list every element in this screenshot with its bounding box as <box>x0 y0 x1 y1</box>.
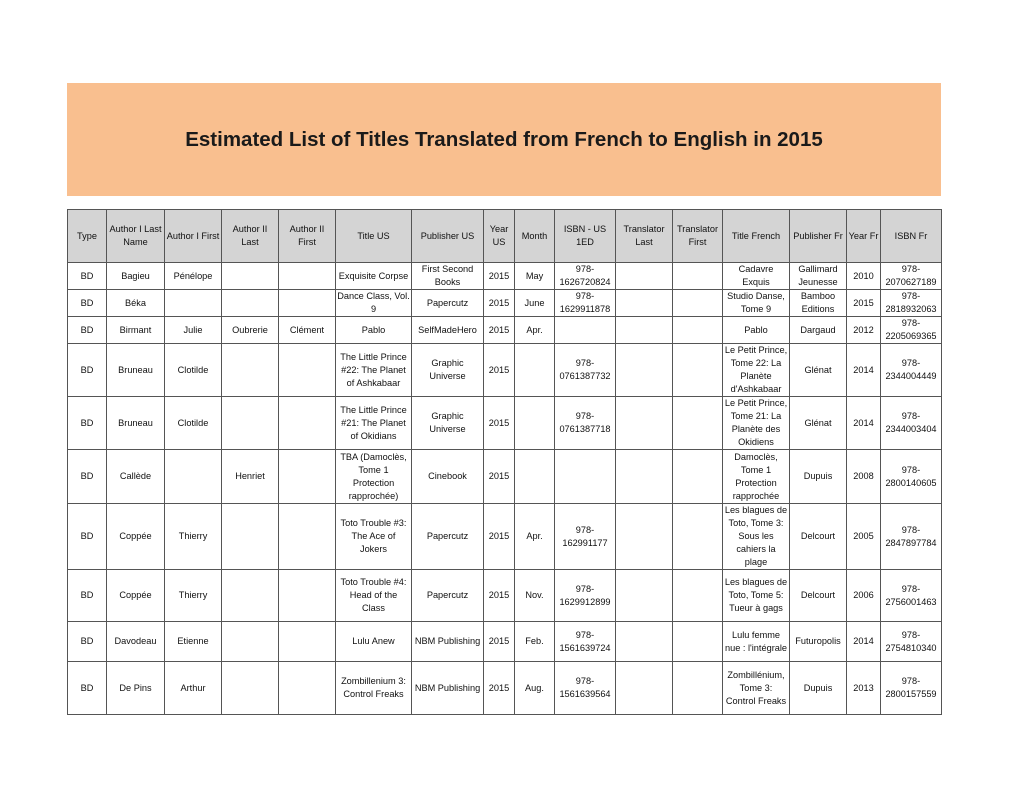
table-cell: 2014 <box>847 397 881 450</box>
table-cell <box>616 344 673 397</box>
table-row <box>68 450 942 504</box>
table-cell <box>673 450 723 504</box>
table-row <box>68 622 942 662</box>
table-cell: Coppée <box>107 570 165 622</box>
table-cell: Cinebook <box>412 450 484 504</box>
table-cell: 978-1626720824 <box>555 263 616 290</box>
table-cell: 2015 <box>484 504 515 570</box>
table-cell <box>222 570 279 622</box>
table-cell: Feb. <box>515 622 555 662</box>
table-cell <box>616 662 673 715</box>
table-cell: Papercutz <box>412 290 484 317</box>
column-header: Year Fr <box>847 210 881 263</box>
column-header: Publisher US <box>412 210 484 263</box>
table-cell: BD <box>68 662 107 715</box>
table-cell: Studio Danse, Tome 9 <box>723 290 790 317</box>
table-cell: Oubrerie <box>222 317 279 344</box>
table-cell: BD <box>68 504 107 570</box>
table-cell: 978-2847897784 <box>881 504 942 570</box>
table-cell: 2014 <box>847 622 881 662</box>
table-cell: Henriet <box>222 450 279 504</box>
table-cell <box>616 622 673 662</box>
table-cell: Nov. <box>515 570 555 622</box>
table-cell: Coppée <box>107 504 165 570</box>
table-cell <box>279 622 336 662</box>
column-header: Month <box>515 210 555 263</box>
table-cell: 2015 <box>484 317 515 344</box>
table-cell: Callède <box>107 450 165 504</box>
table-cell: Apr. <box>515 504 555 570</box>
table-cell <box>673 263 723 290</box>
table-cell <box>673 397 723 450</box>
table-cell: 2015 <box>484 662 515 715</box>
table-cell: 978-2344003404 <box>881 397 942 450</box>
table-cell: BD <box>68 397 107 450</box>
table-cell: 978-2205069365 <box>881 317 942 344</box>
table-cell <box>673 662 723 715</box>
table-cell: BD <box>68 570 107 622</box>
table-cell <box>616 504 673 570</box>
column-header: Title US <box>336 210 412 263</box>
table-cell <box>515 397 555 450</box>
table-cell: Zombillenium 3: Control Freaks <box>336 662 412 715</box>
table-cell: 2014 <box>847 344 881 397</box>
table-cell: First Second Books <box>412 263 484 290</box>
table-cell: BD <box>68 290 107 317</box>
table-row <box>68 397 942 450</box>
table-cell <box>222 397 279 450</box>
table-cell <box>673 570 723 622</box>
table-cell <box>222 290 279 317</box>
table-cell: BD <box>68 344 107 397</box>
table-cell: 978-2800140605 <box>881 450 942 504</box>
table-cell: Apr. <box>515 317 555 344</box>
table-cell: 978-162991177 <box>555 504 616 570</box>
table-cell <box>165 290 222 317</box>
header-row <box>68 210 942 263</box>
table-row <box>68 570 942 622</box>
table-row <box>68 317 942 344</box>
column-header: Type <box>68 210 107 263</box>
table-cell: Delcourt <box>790 504 847 570</box>
table-cell: Clotilde <box>165 397 222 450</box>
table-cell: May <box>515 263 555 290</box>
table-cell: Le Petit Prince, Tome 22: La Planète d'Ashkabaar <box>723 344 790 397</box>
column-header: Author I First <box>165 210 222 263</box>
table-cell: 2015 <box>484 622 515 662</box>
column-header: Author II Last <box>222 210 279 263</box>
table-cell: Bagieu <box>107 263 165 290</box>
table-cell: Clément <box>279 317 336 344</box>
table-cell: SelfMadeHero <box>412 317 484 344</box>
column-header: Translator First <box>673 210 723 263</box>
table-cell: 2013 <box>847 662 881 715</box>
table-cell: 2015 <box>484 290 515 317</box>
table-cell: 2015 <box>484 397 515 450</box>
table-cell: De Pins <box>107 662 165 715</box>
table-cell: BD <box>68 317 107 344</box>
table-cell: Toto Trouble #4: Head of the Class <box>336 570 412 622</box>
table-cell: Pablo <box>336 317 412 344</box>
table-cell: NBM Publishing <box>412 662 484 715</box>
table-cell: 978-0761387732 <box>555 344 616 397</box>
table-cell: Arthur <box>165 662 222 715</box>
table-cell: 978-1561639564 <box>555 662 616 715</box>
table-cell: 2006 <box>847 570 881 622</box>
table-row <box>68 344 942 397</box>
table-cell <box>616 263 673 290</box>
table-cell: 2015 <box>847 290 881 317</box>
table-cell: Papercutz <box>412 570 484 622</box>
column-header: ISBN - US 1ED <box>555 210 616 263</box>
column-header: Publisher Fr <box>790 210 847 263</box>
table-cell: Bamboo Editions <box>790 290 847 317</box>
table-cell: Dupuis <box>790 450 847 504</box>
table-cell: 2008 <box>847 450 881 504</box>
table-cell <box>616 450 673 504</box>
table-cell <box>279 570 336 622</box>
table-cell: Futuropolis <box>790 622 847 662</box>
table-cell: 978-1629911878 <box>555 290 616 317</box>
table-cell <box>616 290 673 317</box>
table-cell: 978-0761387718 <box>555 397 616 450</box>
table-cell <box>555 317 616 344</box>
table-row <box>68 263 942 290</box>
table-cell <box>673 317 723 344</box>
table-cell: Etienne <box>165 622 222 662</box>
table-cell: 978-2070627189 <box>881 263 942 290</box>
table-cell: 978-2754810340 <box>881 622 942 662</box>
table-cell: Lulu Anew <box>336 622 412 662</box>
table-cell <box>279 397 336 450</box>
table-cell <box>515 344 555 397</box>
table-cell: 2015 <box>484 570 515 622</box>
table-cell <box>555 450 616 504</box>
titles-table <box>67 209 942 715</box>
table-cell: Les blagues de Toto, Tome 5: Tueur à gags <box>723 570 790 622</box>
table-cell: Bruneau <box>107 344 165 397</box>
table-cell: June <box>515 290 555 317</box>
table-cell: Clotilde <box>165 344 222 397</box>
table-cell <box>515 450 555 504</box>
table-cell: Birmant <box>107 317 165 344</box>
table-cell: BD <box>68 263 107 290</box>
table-cell <box>222 263 279 290</box>
table-cell: Pénélope <box>165 263 222 290</box>
table-cell: 2015 <box>484 344 515 397</box>
table-cell: Lulu femme nue : l'intégrale <box>723 622 790 662</box>
column-header: Translator Last <box>616 210 673 263</box>
table-cell <box>222 504 279 570</box>
table-cell: Julie <box>165 317 222 344</box>
table-cell: Dargaud <box>790 317 847 344</box>
table-cell: The Little Prince #22: The Planet of Ashkabaar <box>336 344 412 397</box>
table-cell: Gallimard Jeunesse <box>790 263 847 290</box>
table-cell: Toto Trouble #3: The Ace of Jokers <box>336 504 412 570</box>
table-cell: 978-2800157559 <box>881 662 942 715</box>
table-cell <box>279 504 336 570</box>
table-cell: Dance Class, Vol. 9 <box>336 290 412 317</box>
table-cell: Zombillénium, Tome 3: Control Freaks <box>723 662 790 715</box>
table-cell: Exquisite Corpse <box>336 263 412 290</box>
table-row <box>68 662 942 715</box>
table-cell <box>222 622 279 662</box>
table-cell <box>279 662 336 715</box>
table-cell: Delcourt <box>790 570 847 622</box>
table-cell <box>279 450 336 504</box>
table-cell <box>279 344 336 397</box>
table-cell: 978-2756001463 <box>881 570 942 622</box>
table-cell: Papercutz <box>412 504 484 570</box>
table-cell <box>673 344 723 397</box>
table-cell <box>279 290 336 317</box>
table-cell <box>616 570 673 622</box>
table-row <box>68 504 942 570</box>
table-cell: NBM Publishing <box>412 622 484 662</box>
page-title: Estimated List of Titles Translated from French to English in 2015 <box>185 127 823 151</box>
table-cell: 2005 <box>847 504 881 570</box>
table-cell <box>673 290 723 317</box>
table-cell <box>222 344 279 397</box>
title-banner <box>67 83 941 196</box>
table-cell: Béka <box>107 290 165 317</box>
table-cell <box>616 397 673 450</box>
table-cell: Glénat <box>790 397 847 450</box>
table-cell: 2015 <box>484 263 515 290</box>
table-cell <box>616 317 673 344</box>
table-cell: 2012 <box>847 317 881 344</box>
table-cell: 2015 <box>484 450 515 504</box>
table-cell: Graphic Universe <box>412 397 484 450</box>
table-cell: BD <box>68 622 107 662</box>
table-cell: Cadavre Exquis <box>723 263 790 290</box>
table-cell: TBA (Damoclès, Tome 1 Protection rapprochée) <box>336 450 412 504</box>
table-cell <box>279 263 336 290</box>
table-row <box>68 290 942 317</box>
table-cell: 978-2818932063 <box>881 290 942 317</box>
column-header: Author I Last Name <box>107 210 165 263</box>
table-cell: Damoclès, Tome 1 Protection rapprochée <box>723 450 790 504</box>
table-cell <box>222 662 279 715</box>
table-cell <box>673 622 723 662</box>
table-cell: 978-1561639724 <box>555 622 616 662</box>
table-cell: Le Petit Prince, Tome 21: La Planète des Okidiens <box>723 397 790 450</box>
table-cell: 2010 <box>847 263 881 290</box>
table-cell: Pablo <box>723 317 790 344</box>
column-header: Year US <box>484 210 515 263</box>
column-header: Title French <box>723 210 790 263</box>
table-cell: Thierry <box>165 504 222 570</box>
table-cell: Thierry <box>165 570 222 622</box>
table-cell <box>165 450 222 504</box>
table-cell: Les blagues de Toto, Tome 3: Sous les cahiers la plage <box>723 504 790 570</box>
table-cell: Graphic Universe <box>412 344 484 397</box>
table-cell: 978-2344004449 <box>881 344 942 397</box>
table-cell: Dupuis <box>790 662 847 715</box>
table-cell: 978-1629912899 <box>555 570 616 622</box>
table-cell <box>673 504 723 570</box>
table-cell: Davodeau <box>107 622 165 662</box>
table-cell: BD <box>68 450 107 504</box>
table-cell: Glénat <box>790 344 847 397</box>
table-cell: The Little Prince #21: The Planet of Okidians <box>336 397 412 450</box>
column-header: ISBN Fr <box>881 210 942 263</box>
table-cell: Aug. <box>515 662 555 715</box>
table-cell: Bruneau <box>107 397 165 450</box>
column-header: Author II First <box>279 210 336 263</box>
